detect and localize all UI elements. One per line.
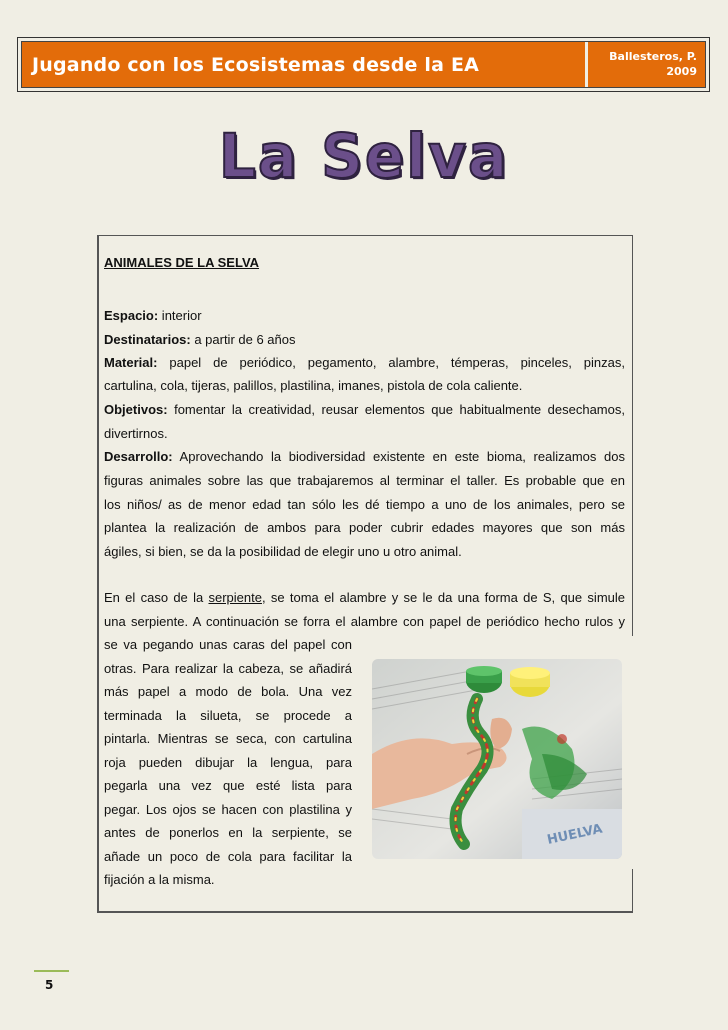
material-line-2: cartulina, cola, tijeras, palillos, plastilina, imanes, pistola de cola caliente. — [104, 378, 523, 393]
narrow-line-4: terminada la silueta, se procede a — [104, 708, 352, 723]
narrow-line-7: pegarla una vez que esté lista para — [104, 778, 352, 793]
objetivos-text-1: fomentar la creatividad, reusar elementos que habitualmente desechamos, — [174, 402, 625, 417]
serpiente-word: serpiente — [208, 590, 262, 605]
newspaper-text: HUELVA — [545, 821, 604, 848]
material-label: Material: — [104, 355, 158, 370]
section-title: ANIMALES DE LA SELVA — [104, 255, 260, 270]
narrow-line-11: fijación a la misma. — [104, 872, 215, 887]
snake-craft-photo — [372, 659, 622, 859]
narrow-line-8: pegar. Los ojos se hacen con plastilina y — [104, 802, 352, 817]
espacio-label: Espacio: — [104, 308, 159, 323]
material-text-1: papel de periódico, pegamento, alambre, témperas, pinceles, pinzas, — [169, 355, 625, 370]
destinatarios-label: Destinatarios: — [104, 332, 191, 347]
desarrollo-line-2: figuras animales sobre las que trabajaremos al terminar el taller. Es probable que en — [104, 473, 625, 488]
narrow-line-10: añade un poco de cola para facilitar la — [104, 849, 352, 864]
narrow-line-9: antes de ponerlos en la serpiente, se — [104, 825, 352, 840]
desarrollo-label: Desarrollo: — [104, 449, 173, 464]
objetivos-line-1 — [104, 399, 625, 421]
objetivos-label: Objetivos: — [104, 402, 168, 417]
header-title: Jugando con los Ecosistemas desde la EA — [32, 53, 480, 76]
page-title — [0, 122, 728, 190]
narrow-line-2: otras. Para realizar la cabeza, se añadirá — [104, 661, 352, 676]
serpiente-post: , se toma el alambre y se le da una forma de S, que simule — [261, 590, 625, 605]
serpiente-line-2: una serpiente. A continuación se forra el alambre con papel de periódico hecho rulos y — [104, 614, 625, 629]
material-line-1 — [104, 352, 625, 374]
serpiente-pre: En el caso de la — [104, 590, 209, 605]
desarrollo-line-4: plantea la realización de ambos para poder cubrir edades mayores que son más — [104, 520, 625, 535]
espacio-line — [104, 305, 625, 327]
page-number: 5 — [34, 970, 69, 1000]
border-gap — [630, 636, 636, 869]
header-year: 2009 — [666, 65, 697, 78]
narrow-line-1: se va pegando unas caras del papel con — [104, 637, 352, 652]
header-title-box — [22, 42, 585, 87]
desarrollo-line-1 — [104, 446, 625, 468]
desarrollo-text-1: Aprovechando la biodiversidad existente en este bioma, realizamos dos — [179, 449, 625, 464]
espacio-value: interior — [158, 308, 202, 323]
objetivos-line-2: divertirnos. — [104, 426, 168, 441]
page-title-text: La Selva — [218, 120, 510, 192]
narrow-line-3: más papel a modo de bola. Una vez — [104, 684, 352, 699]
serpiente-line-1 — [104, 587, 625, 609]
destinatarios-value: a partir de 6 años — [190, 332, 296, 347]
header-author: Ballesteros, P. — [609, 50, 697, 63]
narrow-line-5: pintarla. Mientras se seca, con cartulina — [104, 731, 352, 746]
header-author-box — [585, 42, 705, 87]
narrow-line-6: roja pueden dibujar la lengua, para — [104, 755, 352, 770]
desarrollo-line-3: los niños/ as de menor edad tan sólo les dé tiempo a uno de los animales, pero se — [104, 497, 625, 512]
desarrollo-line-5: ágiles, si bien, se da la posibilidad de elegir uno u otro animal. — [104, 544, 462, 559]
page-header — [21, 41, 706, 88]
destinatarios-line — [104, 329, 625, 351]
